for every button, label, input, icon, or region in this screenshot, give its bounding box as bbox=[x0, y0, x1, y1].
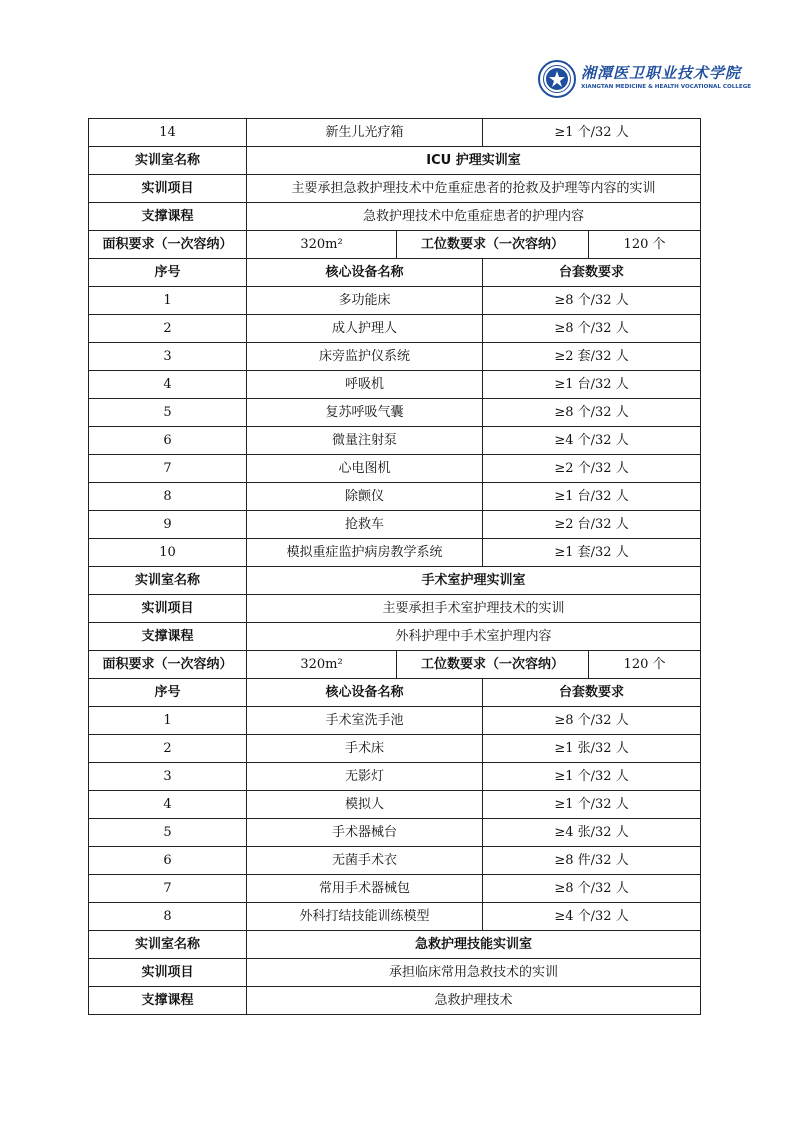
equipment-cell: 无影灯 bbox=[247, 763, 483, 791]
seq-cell: 2 bbox=[89, 735, 247, 763]
surgery-stations: 120 个 bbox=[589, 651, 701, 679]
seq-cell: 7 bbox=[89, 875, 247, 903]
quantity-header: 台套数要求 bbox=[483, 679, 701, 707]
equipment-header: 核心设备名称 bbox=[247, 259, 483, 287]
equipment-cell: 模拟人 bbox=[247, 791, 483, 819]
equipment-cell: 多功能床 bbox=[247, 287, 483, 315]
seq-header: 序号 bbox=[89, 259, 247, 287]
table-row bbox=[89, 287, 701, 315]
quantity-cell: ≥1 张/32 人 bbox=[483, 735, 701, 763]
training-room-table bbox=[88, 118, 701, 1015]
equipment-cell: 除颤仪 bbox=[247, 483, 483, 511]
quantity-cell: ≥1 台/32 人 bbox=[483, 483, 701, 511]
seq-cell: 4 bbox=[89, 371, 247, 399]
college-name-en: XIANGTAN MEDICINE & HEALTH VOCATIONAL COLLEGE bbox=[581, 84, 752, 90]
area-label: 面积要求（一次容纳） bbox=[89, 651, 247, 679]
quantity-cell: ≥4 张/32 人 bbox=[483, 819, 701, 847]
surgery-course-row bbox=[89, 623, 701, 651]
equipment-cell: 常用手术器械包 bbox=[247, 875, 483, 903]
room-name-label: 实训室名称 bbox=[89, 931, 247, 959]
quantity-cell: ≥8 个/32 人 bbox=[483, 315, 701, 343]
area-label: 面积要求（一次容纳） bbox=[89, 231, 247, 259]
quantity-cell: ≥8 个/32 人 bbox=[483, 399, 701, 427]
seq-cell: 4 bbox=[89, 791, 247, 819]
seq-cell: 14 bbox=[89, 119, 247, 147]
quantity-cell: ≥2 套/32 人 bbox=[483, 343, 701, 371]
course-label: 支撑课程 bbox=[89, 987, 247, 1015]
surgery-area: 320m² bbox=[247, 651, 397, 679]
quantity-cell: ≥4 个/32 人 bbox=[483, 903, 701, 931]
table-row bbox=[89, 343, 701, 371]
seq-cell: 5 bbox=[89, 399, 247, 427]
quantity-cell: ≥2 台/32 人 bbox=[483, 511, 701, 539]
equipment-cell: 手术器械台 bbox=[247, 819, 483, 847]
room-name-label: 实训室名称 bbox=[89, 147, 247, 175]
equipment-cell: 模拟重症监护病房教学系统 bbox=[247, 539, 483, 567]
equipment-cell: 成人护理人 bbox=[247, 315, 483, 343]
icu-project: 主要承担急救护理技术中危重症患者的抢救及护理等内容的实训 bbox=[247, 175, 701, 203]
emergency-course: 急救护理技术 bbox=[247, 987, 701, 1015]
quantity-cell: ≥1 台/32 人 bbox=[483, 371, 701, 399]
icu-stations: 120 个 bbox=[589, 231, 701, 259]
table-row bbox=[89, 119, 701, 147]
seq-cell: 9 bbox=[89, 511, 247, 539]
equipment-cell: 外科打结技能训练模型 bbox=[247, 903, 483, 931]
table-row bbox=[89, 511, 701, 539]
table-row bbox=[89, 763, 701, 791]
table-row bbox=[89, 819, 701, 847]
surgery-name-row bbox=[89, 567, 701, 595]
icu-course-row bbox=[89, 203, 701, 231]
equipment-cell: 抢救车 bbox=[247, 511, 483, 539]
emergency-project: 承担临床常用急救技术的实训 bbox=[247, 959, 701, 987]
project-label: 实训项目 bbox=[89, 959, 247, 987]
seq-cell: 1 bbox=[89, 287, 247, 315]
stations-label: 工位数要求（一次容纳） bbox=[397, 231, 589, 259]
quantity-cell: ≥1 个/32 人 bbox=[483, 763, 701, 791]
table-row bbox=[89, 875, 701, 903]
surgery-area-row bbox=[89, 651, 701, 679]
seq-cell: 2 bbox=[89, 315, 247, 343]
surgery-room-name: 手术室护理实训室 bbox=[247, 567, 701, 595]
seq-cell: 1 bbox=[89, 707, 247, 735]
emergency-course-row bbox=[89, 987, 701, 1015]
seq-cell: 7 bbox=[89, 455, 247, 483]
seq-cell: 6 bbox=[89, 427, 247, 455]
college-seal-icon bbox=[538, 60, 576, 98]
table-row bbox=[89, 315, 701, 343]
quantity-cell: ≥8 个/32 人 bbox=[483, 875, 701, 903]
stations-label: 工位数要求（一次容纳） bbox=[397, 651, 589, 679]
quantity-cell: ≥8 件/32 人 bbox=[483, 847, 701, 875]
table-row bbox=[89, 483, 701, 511]
equipment-cell: 新生儿光疗箱 bbox=[247, 119, 483, 147]
equipment-cell: 复苏呼吸气囊 bbox=[247, 399, 483, 427]
seq-cell: 6 bbox=[89, 847, 247, 875]
table-row bbox=[89, 707, 701, 735]
emergency-name-row bbox=[89, 931, 701, 959]
table-row bbox=[89, 791, 701, 819]
equipment-cell: 手术室洗手池 bbox=[247, 707, 483, 735]
emergency-project-row bbox=[89, 959, 701, 987]
table-row bbox=[89, 539, 701, 567]
room-name-label: 实训室名称 bbox=[89, 567, 247, 595]
quantity-cell: ≥1 个/32 人 bbox=[483, 119, 701, 147]
equipment-cell: 床旁监护仪系统 bbox=[247, 343, 483, 371]
icu-area-row bbox=[89, 231, 701, 259]
seq-cell: 3 bbox=[89, 343, 247, 371]
quantity-cell: ≥2 个/32 人 bbox=[483, 455, 701, 483]
table-row bbox=[89, 903, 701, 931]
project-label: 实训项目 bbox=[89, 175, 247, 203]
quantity-cell: ≥1 套/32 人 bbox=[483, 539, 701, 567]
seq-cell: 3 bbox=[89, 763, 247, 791]
course-label: 支撑课程 bbox=[89, 623, 247, 651]
table-row bbox=[89, 455, 701, 483]
surgery-project-row bbox=[89, 595, 701, 623]
equipment-cell: 手术床 bbox=[247, 735, 483, 763]
surgery-project: 主要承担手术室护理技术的实训 bbox=[247, 595, 701, 623]
project-label: 实训项目 bbox=[89, 595, 247, 623]
quantity-cell: ≥1 个/32 人 bbox=[483, 791, 701, 819]
equipment-cell: 无菌手术衣 bbox=[247, 847, 483, 875]
quantity-cell: ≥8 个/32 人 bbox=[483, 707, 701, 735]
equipment-header: 核心设备名称 bbox=[247, 679, 483, 707]
table-row bbox=[89, 371, 701, 399]
college-name-cn: 湘潭医卫职业技术学院 bbox=[581, 64, 742, 82]
icu-name-row bbox=[89, 147, 701, 175]
seq-cell: 10 bbox=[89, 539, 247, 567]
seq-cell: 8 bbox=[89, 483, 247, 511]
icu-area: 320m² bbox=[247, 231, 397, 259]
icu-project-row bbox=[89, 175, 701, 203]
emergency-room-name: 急救护理技能实训室 bbox=[247, 931, 701, 959]
seq-header: 序号 bbox=[89, 679, 247, 707]
icu-header-row bbox=[89, 259, 701, 287]
icu-course: 急救护理技术中危重症患者的护理内容 bbox=[247, 203, 701, 231]
college-logo bbox=[538, 60, 752, 100]
quantity-cell: ≥8 个/32 人 bbox=[483, 287, 701, 315]
equipment-cell: 心电图机 bbox=[247, 455, 483, 483]
course-label: 支撑课程 bbox=[89, 203, 247, 231]
surgery-course: 外科护理中手术室护理内容 bbox=[247, 623, 701, 651]
surgery-header-row bbox=[89, 679, 701, 707]
quantity-header: 台套数要求 bbox=[483, 259, 701, 287]
table-row bbox=[89, 735, 701, 763]
seq-cell: 5 bbox=[89, 819, 247, 847]
table-row bbox=[89, 399, 701, 427]
equipment-cell: 呼吸机 bbox=[247, 371, 483, 399]
table-row bbox=[89, 427, 701, 455]
seq-cell: 8 bbox=[89, 903, 247, 931]
table-row bbox=[89, 847, 701, 875]
quantity-cell: ≥4 个/32 人 bbox=[483, 427, 701, 455]
icu-room-name: ICU 护理实训室 bbox=[247, 147, 701, 175]
equipment-cell: 微量注射泵 bbox=[247, 427, 483, 455]
